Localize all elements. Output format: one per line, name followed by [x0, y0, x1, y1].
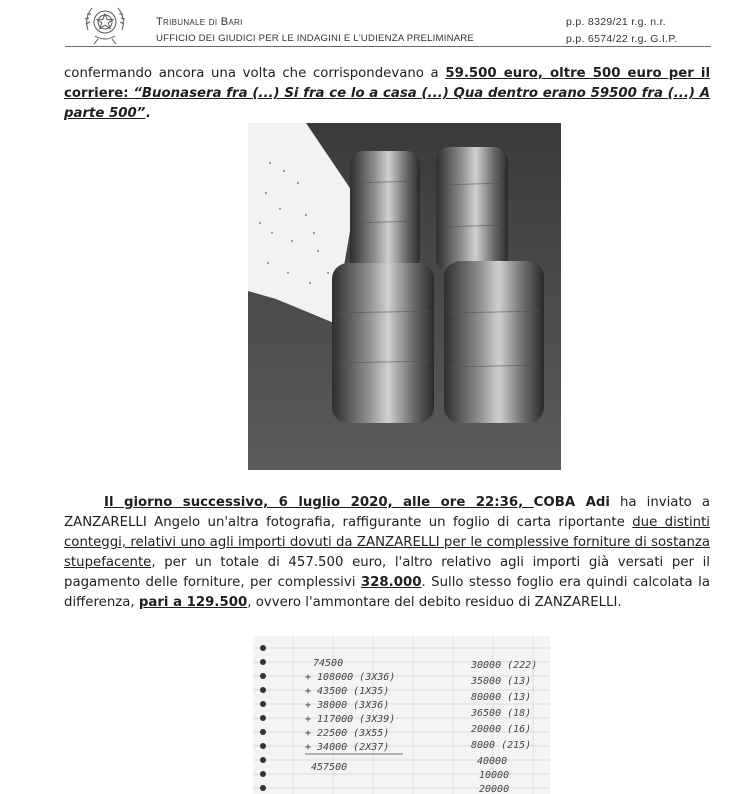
amount-paid: 328.000 — [360, 575, 422, 590]
paragraph-text: , per un totale di 457.500 euro — [151, 555, 382, 570]
ledger-left-entry: + 108000 (3X36) — [305, 672, 396, 683]
ledger-right-entry: 30000 (222) — [471, 660, 538, 671]
ledger-right-entry: 35000 (13) — [471, 676, 532, 687]
ledger-right-entry: 8000 (215) — [471, 740, 532, 751]
underlined-text: due distinti conteggi, relativi uno agli importi dovuti da ZANZARELLI per le complessive forniture di sostanza stupefacente — [64, 515, 710, 570]
ledger-left-entry: + 117000 (3X39) — [305, 714, 396, 725]
ledger-right-entry: 10000 — [479, 770, 510, 781]
paragraph-text: confermando ancora una volta che corrispondevano a — [64, 66, 446, 81]
ledger-left-entry: + 22500 (3X55) — [305, 728, 390, 739]
header-divider — [65, 46, 711, 47]
case-reference-2: p.p. 6574/22 r.g. G.I.P. — [566, 33, 678, 45]
ledger-right-entry: 20000 — [479, 784, 510, 794]
paragraph-text: . Sullo stesso foglio era quindi calcolata la differenza, — [64, 575, 710, 610]
court-name: Tribunale di Bari — [156, 16, 243, 28]
ledger-left-entry: + 34000 (2X37) — [305, 742, 390, 753]
ledger-right-entry: 36500 (18) — [471, 708, 532, 719]
ledger-right-entry: 20000 (16) — [471, 724, 532, 735]
paragraph-text: ha inviato a ZANZARELLI Angelo un'altra fotografia, raffigurante un foglio di carta riportante — [64, 495, 711, 530]
ledger-left-entry: + 43500 (1X35) — [305, 686, 390, 697]
ledger-left-entry: 74500 — [313, 658, 344, 669]
date-time-highlight: Il giorno successivo, 6 luglio 2020, alle ore 22:36, — [104, 495, 534, 510]
cash-bundles-photo — [248, 123, 561, 470]
paragraph-photo-description — [64, 493, 710, 613]
paragraph-intro — [64, 64, 710, 124]
difference-amount: pari a 129.500 — [138, 595, 248, 610]
intercepted-quote: “Buonasera fra (...) Si fra ce lo a casa (...) Qua dentro erano 59500 fra (...) A parte 500” — [64, 86, 711, 121]
ledger-right-entry: 80000 (13) — [471, 692, 532, 703]
ledger-left-total: 457500 — [311, 762, 348, 773]
person-name: COBA Adi — [533, 495, 610, 510]
ledger-left-entry: + 38000 (3X36) — [305, 700, 390, 711]
case-reference-1: p.p. 8329/21 r.g. n.r. — [566, 16, 667, 28]
paragraph-text: , l'altro relativo agli importi già versati per il pagamento delle forniture, per complessivi — [64, 555, 710, 590]
paragraph-text: , ovvero l'ammontare del debito residuo di ZANZARELLI. — [247, 595, 622, 610]
italian-republic-emblem-icon — [80, 0, 130, 46]
handwritten-ledger-photo — [253, 636, 550, 794]
ledger-right-entry: 40000 — [477, 756, 508, 767]
document-header — [0, 0, 741, 50]
office-name: UFFICIO DEI GIUDICI PER LE INDAGINI E L'UDIENZA PRELIMINARE — [156, 33, 475, 44]
paragraph-end: . — [145, 106, 151, 121]
amount-highlight: 59.500 euro, oltre 500 euro per il corriere: — [64, 66, 710, 101]
